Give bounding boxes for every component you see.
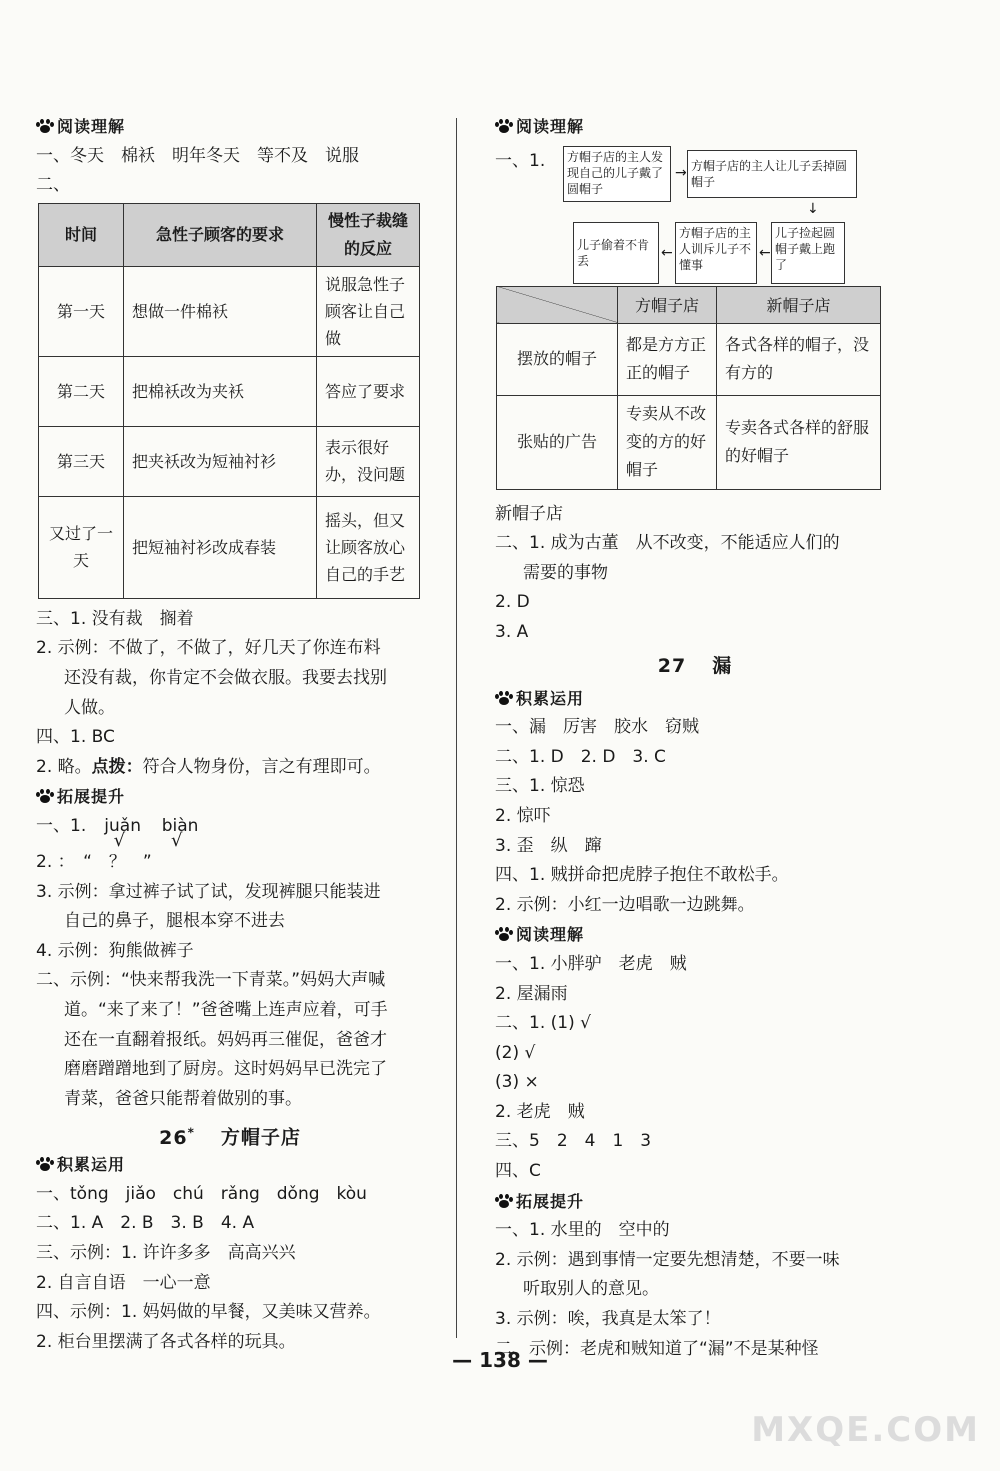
flow-diagram bbox=[495, 142, 895, 282]
answer-table bbox=[38, 203, 420, 599]
check-mark: √ bbox=[113, 829, 126, 851]
table-cell: 第一天 bbox=[39, 266, 124, 356]
answer-line: (2) √ bbox=[495, 1042, 536, 1063]
table-cell: 把棉袄改为夹袄 bbox=[124, 356, 317, 426]
table-cell: 把夹袄改为短袖衬衫 bbox=[124, 426, 317, 496]
answer-line: 二、示例：“快来帮我洗一下青菜。”妈妈大声喊 bbox=[36, 970, 386, 991]
arrow-left-icon: ← bbox=[661, 244, 673, 261]
answer-line: 二、 bbox=[36, 175, 70, 196]
answer-line: 需要的事物 bbox=[523, 562, 608, 583]
table-header-cell: 方帽子店 bbox=[618, 286, 717, 323]
answer-line: 3. A bbox=[495, 621, 529, 642]
answer-line: 3. 示例：唉，我真是太笨了！ bbox=[495, 1309, 721, 1330]
lesson-title: 27 漏 bbox=[657, 654, 733, 677]
answer-line: 四、示例：1. 妈妈做的早餐，又美味又营养。 bbox=[36, 1302, 381, 1323]
answer-line: 三、5 2 4 1 3 bbox=[495, 1131, 652, 1152]
answer-line: 四、1. 贼拼命把虎脖子抱住不敢松手。 bbox=[495, 865, 789, 886]
answer-line: 听取别人的意见。 bbox=[523, 1279, 659, 1300]
flow-box: 儿子捡起圆帽子戴上跑了 bbox=[771, 222, 845, 284]
flow-box: 方帽子店的主人发现自己的儿子戴了圆帽子 bbox=[563, 146, 671, 202]
answer-line: 还没有裁，你肯定不会做衣服。我要去找别 bbox=[64, 667, 387, 688]
answer-line: (3) × bbox=[495, 1072, 539, 1093]
paw-icon bbox=[495, 119, 513, 133]
answer-line: 2. 惊吓 bbox=[495, 805, 551, 826]
check-mark: √ bbox=[171, 829, 183, 851]
table-row bbox=[39, 496, 420, 598]
answer-line: 2. D bbox=[495, 592, 530, 613]
answer-line: 4. 示例：狗熊做裤子 bbox=[36, 940, 194, 961]
answer-line: 二、1. D 2. D 3. C bbox=[495, 746, 666, 767]
answer-line: 一、1. juǎn √ biàn √ bbox=[36, 812, 424, 848]
answer-line: 二、1. 成为古董 从不改变，不能适应人们的 bbox=[495, 533, 840, 554]
answer-line: 一、1. 小胖驴 老虎 贼 bbox=[495, 953, 687, 974]
table-cell: 张贴的广告 bbox=[497, 395, 618, 489]
answer-table bbox=[496, 286, 881, 490]
answer-line: 一、1. 水里的 空中的 bbox=[495, 1220, 670, 1241]
table-header-cell: 新帽子店 bbox=[717, 286, 881, 323]
paw-icon bbox=[36, 789, 54, 803]
table-header-cell bbox=[497, 286, 618, 323]
pinyin-choice: juǎn √ bbox=[100, 812, 146, 842]
answer-line: 道。“来了来了！”爸爸嘴上连声应着，可手 bbox=[64, 999, 388, 1020]
section-header: 拓展提升 bbox=[495, 1187, 895, 1217]
answer-line: 2. 示例：不做了，不做了，好几天了你连布料 bbox=[36, 638, 381, 659]
table-row bbox=[39, 356, 420, 426]
table-cell: 专卖从不改变的方的好帽子 bbox=[618, 395, 717, 489]
lesson-title: 26* 方帽子店 bbox=[159, 1125, 301, 1149]
answer-line: 四、1. BC bbox=[36, 727, 115, 748]
flow-box: 方帽子店的主人训斥儿子不懂事 bbox=[675, 222, 757, 284]
arrow-left-icon: ← bbox=[759, 244, 771, 261]
answer-line: 新帽子店 bbox=[495, 503, 563, 524]
paw-icon bbox=[495, 927, 513, 941]
table-cell: 答应了要求 bbox=[317, 356, 420, 426]
answer-line: 三、示例：1. 许许多多 高高兴兴 bbox=[36, 1243, 296, 1264]
answer-line: 三、1. 惊恐 bbox=[495, 776, 585, 797]
table-cell: 又过了一天 bbox=[39, 496, 124, 598]
hint-label: 点拨： bbox=[91, 756, 143, 777]
answer-line: 2. 老虎 贼 bbox=[495, 1101, 585, 1122]
table-cell: 说服急性子顾客让自己做 bbox=[317, 266, 420, 356]
answer-line: 人做。 bbox=[64, 697, 115, 718]
paw-icon bbox=[495, 1194, 513, 1208]
table-cell: 都是方方正正的帽子 bbox=[618, 323, 717, 395]
table-cell: 把短袖衬衫改成春装 bbox=[124, 496, 317, 598]
answer-line: 3. 歪 纵 蹿 bbox=[495, 835, 602, 856]
answer-line: 四、C bbox=[495, 1161, 541, 1182]
table-header-row bbox=[497, 286, 881, 323]
answer-label: 一、1. bbox=[495, 150, 546, 171]
table-row bbox=[497, 323, 881, 395]
section-header: 阅读理解 bbox=[495, 920, 895, 950]
pinyin-choice: biàn √ bbox=[157, 812, 203, 842]
table-header-cell: 时间 bbox=[39, 203, 124, 266]
paw-icon bbox=[36, 119, 54, 133]
section-header: 积累运用 bbox=[36, 1150, 424, 1180]
answer-line: 自己的鼻子，腿根本穿不进去 bbox=[64, 911, 285, 932]
table-row bbox=[39, 266, 420, 356]
arrow-right-icon: → bbox=[675, 164, 687, 181]
table-cell: 表示很好办，没问题 bbox=[317, 426, 420, 496]
answer-line: 三、1. 没有裁 搁着 bbox=[36, 608, 194, 629]
answer-line: 2. 示例：小红一边唱歌一边跳舞。 bbox=[495, 894, 755, 915]
table-cell: 专卖各式各样的舒服的好帽子 bbox=[717, 395, 881, 489]
table-row bbox=[39, 426, 420, 496]
table-row bbox=[497, 395, 881, 489]
answer-line: 一、冬天 棉袄 明年冬天 等不及 说服 bbox=[36, 145, 359, 166]
answer-line: 二、1. A 2. B 3. B 4. A bbox=[36, 1213, 255, 1234]
watermark: MXQE.COM bbox=[751, 1410, 980, 1450]
section-header: 阅读理解 bbox=[36, 112, 424, 142]
section-header: 积累运用 bbox=[495, 684, 895, 714]
answer-line: 2. ： “ ？ ” bbox=[36, 851, 152, 872]
answer-line: 2. 示例：遇到事情一定要先想清楚，不要一味 bbox=[495, 1249, 840, 1270]
table-cell: 摇头，但又让顾客放心自己的手艺 bbox=[317, 496, 420, 598]
paw-icon bbox=[36, 1157, 54, 1171]
answer-line: 一、漏 厉害 胶水 窃贼 bbox=[495, 717, 699, 738]
table-cell: 想做一件棉袄 bbox=[124, 266, 317, 356]
answer-line: 2. 略。点拨：符合人物身份，言之有理即可。 bbox=[36, 756, 381, 777]
answer-line: 青菜，爸爸只能帮着做别的事。 bbox=[64, 1088, 302, 1109]
section-header: 拓展提升 bbox=[36, 782, 424, 812]
answer-line: 二、1. (1) √ bbox=[495, 1013, 591, 1034]
paw-icon bbox=[495, 691, 513, 705]
page-number: — 138 — bbox=[452, 1348, 548, 1372]
table-header-row bbox=[39, 203, 420, 266]
column-divider bbox=[456, 118, 457, 1338]
table-cell: 第三天 bbox=[39, 426, 124, 496]
answer-line: 2. 自言自语 一心一意 bbox=[36, 1272, 211, 1293]
answer-line: 2. 屋漏雨 bbox=[495, 983, 568, 1004]
table-cell: 摆放的帽子 bbox=[497, 323, 618, 395]
table-header-cell: 慢性子裁缝的反应 bbox=[317, 203, 420, 266]
right-column bbox=[495, 112, 895, 1364]
answer-line: 3. 示例：拿过裤子试了试，发现裤腿只能装进 bbox=[36, 881, 381, 902]
section-header: 阅读理解 bbox=[495, 112, 895, 142]
answer-line: 还在一直翻着报纸。妈妈再三催促，爸爸才 bbox=[64, 1029, 387, 1050]
answer-line: 一、tǒng jiǎo chú rǎng dǒng kòu bbox=[36, 1183, 367, 1204]
left-column bbox=[36, 112, 424, 1357]
table-cell: 第二天 bbox=[39, 356, 124, 426]
answer-line: 二、示例：老虎和贼知道了“漏”不是某种怪 bbox=[495, 1338, 819, 1359]
flow-box: 儿子偷着不肯丢 bbox=[573, 222, 659, 284]
flow-box: 方帽子店的主人让儿子丢掉圆帽子 bbox=[687, 150, 857, 198]
table-cell: 各式各样的帽子，没有方的 bbox=[717, 323, 881, 395]
answer-line: 磨磨蹭蹭地到了厨房。这时妈妈早已洗完了 bbox=[64, 1059, 387, 1080]
arrow-down-icon: ↓ bbox=[807, 200, 819, 217]
answer-line: 2. 柜台里摆满了各式各样的玩具。 bbox=[36, 1331, 296, 1352]
table-header-cell: 急性子顾客的要求 bbox=[124, 203, 317, 266]
